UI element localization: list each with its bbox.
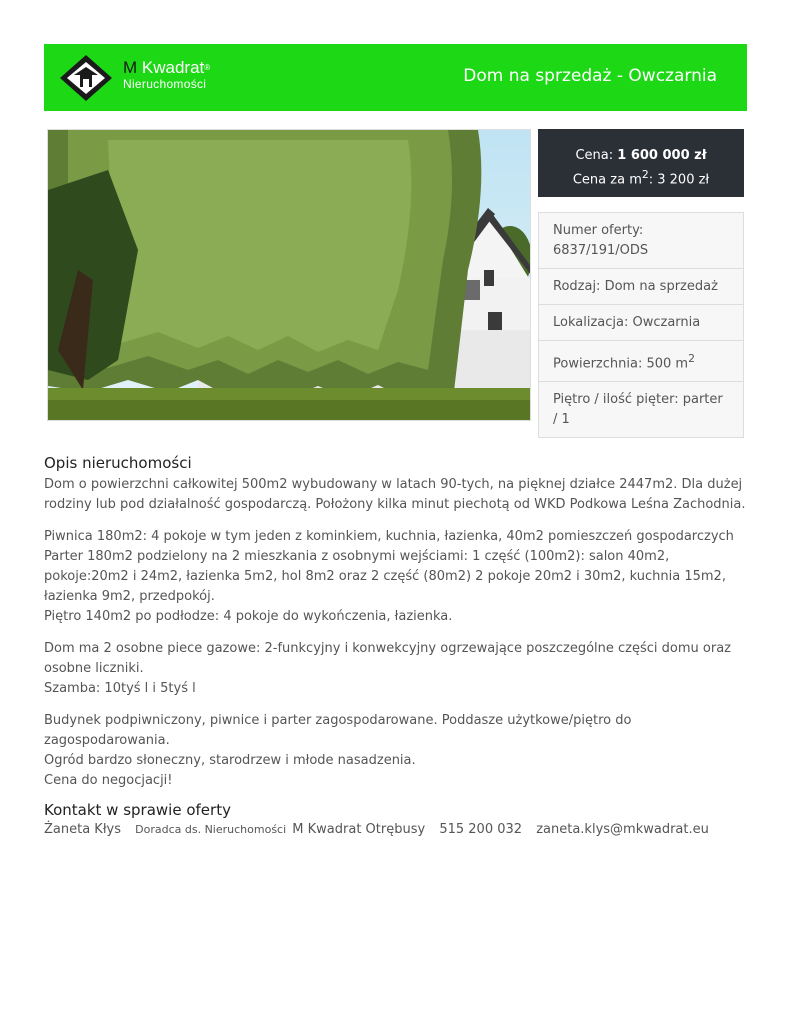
contact-title: Kontakt w sprawie oferty: [44, 801, 231, 819]
detail-location: Lokalizacja: Owczarnia: [539, 305, 743, 341]
description-body: [44, 475, 750, 803]
property-photo: [47, 129, 531, 421]
description-paragraph: Piwnica 180m2: 4 pokoje w tym jeden z kominkiem, kuchnia, łazienka, 40m2 pomieszczeń gospodarczych Parter 180m2 podzielony na 2 mieszkania z osobnymi wejściami: 1 część (100m2): salon 40m2, pokoje:20m2 i 24m2, łazienka 5m2, hol 8m2 oraz 2 część (80m2) 2 pokoje 20m2 i 30m2, kuchnia 15m2, łazienka 9m2, przedpokój. Piętro 140m2 po podłodze: 4 pokoje do wykończenia, łazienka.: [44, 529, 734, 624]
contact-email[interactable]: zaneta.klys@mkwadrat.eu: [536, 822, 709, 837]
detail-floors: Piętro / ilość pięter: parter / 1: [553, 392, 723, 428]
description-paragraph: Dom o powierzchni całkowitej 500m2 wybudowany w latach 90-tych, na pięknej działce 2447m2. Dla dużej rodziny lub pod działalność gospodarczą. Położony kilka minut piechotą od WKD Podkowa Leśna Zachodnia.: [44, 477, 746, 512]
detail-type: Rodzaj: Dom na sprzedaż: [539, 269, 743, 305]
detail-offer-number: Numer oferty: 6837/191/ODS: [539, 213, 743, 269]
description-paragraph: Dom ma 2 osobne piece gazowe: 2-funkcyjny i konwekcyjny ogrzewające poszczególne części domu oraz osobne liczniki. Szamba: 10tyś l i 5tyś l: [44, 641, 731, 696]
page-title: Dom na sprzedaż - Owczarnia: [463, 66, 717, 86]
logo-subtitle: Nieruchomości: [123, 77, 207, 91]
logo-text: [123, 58, 210, 91]
details-table: [538, 212, 744, 438]
contact-name: Żaneta Kłys: [44, 822, 121, 837]
mkwadrat-logo-icon: [58, 53, 114, 103]
price-per-m2-line: Cena za $m^2$: 3 200 zł: [572, 168, 710, 188]
price-box: [538, 129, 744, 197]
contact-line: [44, 822, 719, 837]
description-paragraph: Budynek podpiwniczony, piwnice i parter zagospodarowane. Poddasze użytkowe/piętro do zagospodarowania. Ogród bardzo słoneczny, starodrzew i młode nasadzenia. Cena do negocjacji!: [44, 713, 632, 788]
price-line: Cena: 1 600 000 zł: [575, 148, 707, 163]
contact-phone[interactable]: 515 200 032: [439, 822, 523, 837]
contact-company: M Kwadrat Otrębusy: [292, 822, 426, 837]
logo-name: M Kwadrat®: [123, 58, 211, 77]
description-title: Opis nieruchomości: [44, 454, 192, 472]
page-header: [44, 44, 747, 111]
price-value: 1 600 000 zł: [617, 148, 707, 163]
contact-role: Doradca ds. Nieruchomości: [135, 823, 287, 836]
detail-area: Powierzchnia: 500 $m^2$: [539, 341, 743, 382]
